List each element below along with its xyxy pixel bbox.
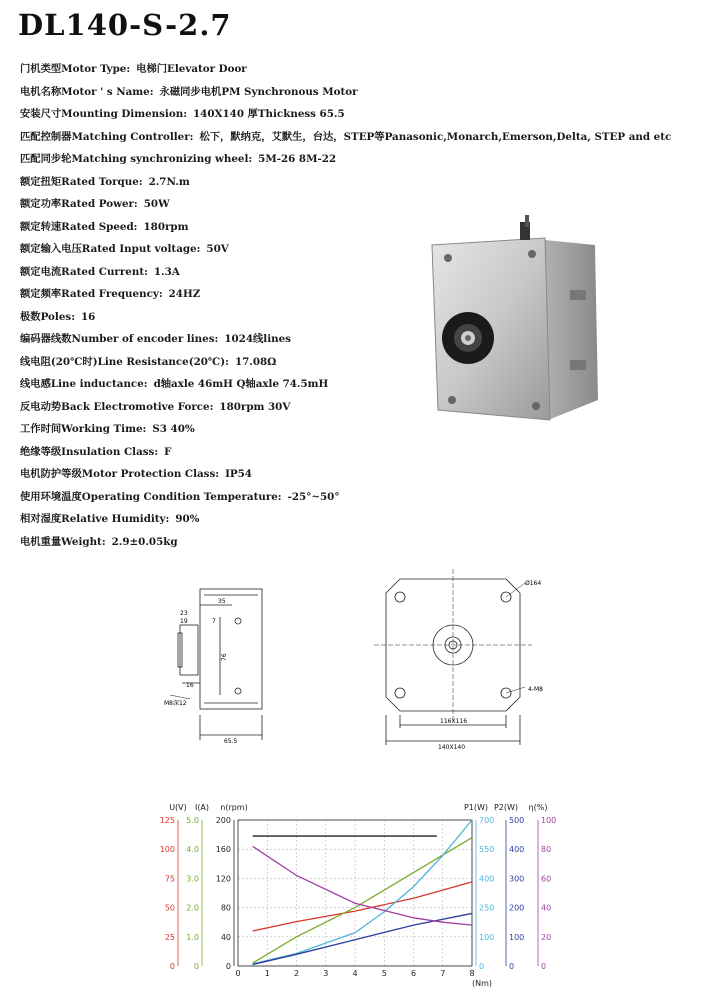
y-tick-label-n: 200: [215, 816, 231, 825]
y-tick-label-P1: 0: [479, 962, 485, 971]
axis-title-I: I(A): [194, 803, 210, 812]
spec-label: 额定电流Rated Current:: [20, 265, 148, 278]
spec-value: 50W: [143, 198, 170, 210]
spec-value: 电梯门Elevator Door: [136, 63, 247, 75]
spec-value: 50V: [206, 243, 229, 255]
spec-row: [20, 171, 671, 194]
spec-label: 线电阻(20℃时)Line Resistance(20℃):: [20, 355, 229, 368]
spec-row: [20, 148, 671, 171]
spec-value: 1024线lines: [224, 333, 291, 345]
spec-row: [20, 441, 671, 464]
y-tick-label-P2: 200: [509, 903, 525, 913]
series-line-P1: [253, 820, 472, 964]
y-tick-label-P1: 100: [479, 932, 495, 942]
spec-label: 匹配控制器Matching Controller:: [20, 130, 194, 143]
spec-label: 电机名称Motor ' s Name:: [20, 85, 154, 98]
spec-label: 极数Poles:: [20, 310, 75, 323]
spec-label: 反电动势Back Electromotive Force:: [20, 400, 214, 413]
spec-value: 140X140 厚Thickness 65.5: [193, 108, 345, 120]
spec-value: 180rpm 30V: [219, 400, 291, 413]
y-tick-label-I: 5.0: [186, 816, 199, 825]
y-tick-label-eta: 0: [541, 962, 547, 971]
performance-chart: [150, 790, 570, 990]
y-tick-label-P2: 0: [509, 962, 515, 971]
spec-value: 2.9±0.05kg: [111, 535, 178, 548]
spec-value: 永磁同步电机PM Synchronous Motor: [159, 85, 358, 98]
spec-value: 1.3A: [153, 265, 180, 278]
spec-value: 90%: [175, 513, 200, 525]
y-tick-label-I: 3.0: [186, 874, 199, 884]
spec-label: 额定扭矩Rated Torque:: [20, 175, 143, 188]
dim-4-m8: 4-M8: [528, 686, 543, 693]
y-tick-label-P1: 700: [479, 816, 495, 825]
dim-35: 35: [218, 598, 226, 605]
dim-65-5: 65.5: [224, 738, 238, 745]
spec-label: 安装尺寸Mounting Dimension:: [20, 108, 188, 120]
dim-phi164: Ø164: [525, 580, 542, 587]
y-tick-label-n: 160: [215, 845, 231, 855]
spec-label: 工作时间Working Time:: [20, 423, 147, 435]
y-tick-label-P1: 250: [479, 903, 495, 913]
spec-value: 180rpm: [143, 220, 189, 233]
spec-value: 2.7N.m: [148, 175, 190, 188]
motor-photo: [420, 210, 610, 430]
x-tick-label: 1: [264, 969, 270, 978]
dim-140: 140X140: [438, 744, 466, 751]
x-tick-label: 6: [410, 969, 417, 978]
axis-title-P1: P1(W): [463, 803, 489, 812]
x-tick-label: 2: [293, 969, 300, 978]
spec-label: 电机防护等级Motor Protection Class:: [20, 468, 220, 480]
x-tick-label: 0: [235, 969, 241, 978]
y-tick-label-P2: 300: [509, 874, 525, 884]
dim-23: 23: [180, 610, 188, 617]
y-tick-label-eta: 20: [541, 932, 552, 942]
y-tick-label-U: 0: [169, 962, 175, 971]
dim-116: 116X116: [440, 718, 468, 725]
y-tick-label-U: 75: [164, 874, 175, 884]
y-tick-label-n: 80: [220, 903, 231, 913]
series-line-eta: [253, 846, 472, 925]
y-tick-label-U: 125: [159, 816, 175, 825]
spec-label: 使用环境温度Operating Condition Temperature:: [20, 490, 282, 503]
axis-title-eta: η(%): [528, 803, 548, 812]
y-tick-label-P1: 550: [479, 845, 495, 855]
x-tick-label: 4: [352, 969, 358, 978]
y-tick-label-eta: 60: [541, 874, 552, 884]
y-tick-label-eta: 100: [541, 816, 557, 825]
spec-row: [20, 463, 671, 486]
dim-m8: M8深12: [164, 700, 187, 707]
spec-label: 匹配同步轮Matching synchronizing wheel:: [20, 153, 253, 165]
spec-value: F: [164, 445, 172, 458]
dim-76: 76: [221, 653, 228, 661]
spec-row: [20, 126, 671, 149]
spec-label: 门机类型Motor Type:: [20, 63, 131, 75]
y-tick-label-P1: 400: [479, 874, 495, 884]
spec-label: 电机重量Weight:: [20, 535, 106, 548]
spec-label: 线电感Line inductance:: [20, 378, 148, 390]
x-axis-label: (Nm): [471, 979, 493, 988]
y-tick-label-P2: 100: [509, 932, 525, 942]
x-tick-label: 8: [469, 969, 475, 978]
axis-title-n: n(rpm): [220, 803, 248, 812]
x-tick-label: 7: [440, 969, 446, 978]
spec-label: 额定转速Rated Speed:: [20, 220, 138, 233]
dim-7: 7: [212, 618, 216, 625]
x-tick-label: 3: [323, 969, 329, 978]
spec-label: 绝缘等级Insulation Class:: [20, 445, 159, 458]
spec-row: [20, 58, 671, 81]
spec-value: IP54: [225, 468, 252, 480]
spec-value: 16: [81, 310, 96, 323]
page-title: DL140-S-2.7: [18, 8, 232, 42]
y-tick-label-P2: 400: [509, 845, 525, 855]
axis-title-P2: P2(W): [493, 803, 519, 812]
y-tick-label-U: 25: [164, 932, 175, 942]
axis-title-U: U(V): [169, 803, 187, 812]
y-tick-label-n: 40: [220, 932, 231, 942]
spec-label: 额定功率Rated Power:: [20, 198, 138, 210]
series-line-U: [253, 882, 472, 931]
y-tick-label-I: 2.0: [186, 903, 199, 913]
y-tick-label-I: 4.0: [186, 845, 199, 855]
spec-value: -25°~50°: [287, 490, 340, 503]
y-tick-label-n: 120: [215, 874, 231, 884]
dim-16: 16: [186, 682, 194, 689]
spec-row: [20, 531, 671, 554]
y-tick-label-eta: 80: [541, 845, 552, 855]
y-tick-label-I: 0: [193, 962, 199, 971]
spec-value: 5M-26 8M-22: [258, 153, 337, 165]
spec-label: 额定频率Rated Frequency:: [20, 288, 163, 300]
dim-19: 19: [180, 618, 188, 625]
spec-label: 编码器线数Number of encoder lines:: [20, 333, 219, 345]
side-dimension-drawing: [160, 575, 290, 750]
y-tick-label-I: 1.0: [186, 932, 199, 942]
y-tick-label-U: 50: [164, 903, 175, 913]
spec-label: 额定输入电压Rated Input voltage:: [20, 243, 201, 255]
y-tick-label-P2: 500: [509, 816, 525, 825]
spec-row: [20, 103, 671, 126]
spec-value: 24HZ: [168, 288, 201, 300]
spec-value: 松下，默纳克，艾默生，台达，STEP等Panasonic,Monarch,Emerson,Delta, STEP and etc: [199, 130, 672, 143]
spec-value: S3 40%: [152, 423, 195, 435]
spec-value: d轴axle 46mH Q轴axle 74.5mH: [153, 378, 329, 390]
y-tick-label-U: 100: [159, 845, 175, 855]
front-dimension-drawing: [370, 565, 570, 765]
x-tick-label: 5: [381, 969, 387, 978]
spec-value: 17.08Ω: [234, 355, 277, 368]
series-line-I: [253, 838, 472, 964]
y-tick-label-eta: 40: [541, 903, 552, 913]
spec-row: [20, 508, 671, 531]
spec-label: 相对湿度Relative Humidity:: [20, 513, 170, 525]
y-tick-label-n: 0: [225, 962, 231, 971]
spec-row: [20, 486, 671, 509]
spec-row: [20, 81, 671, 104]
